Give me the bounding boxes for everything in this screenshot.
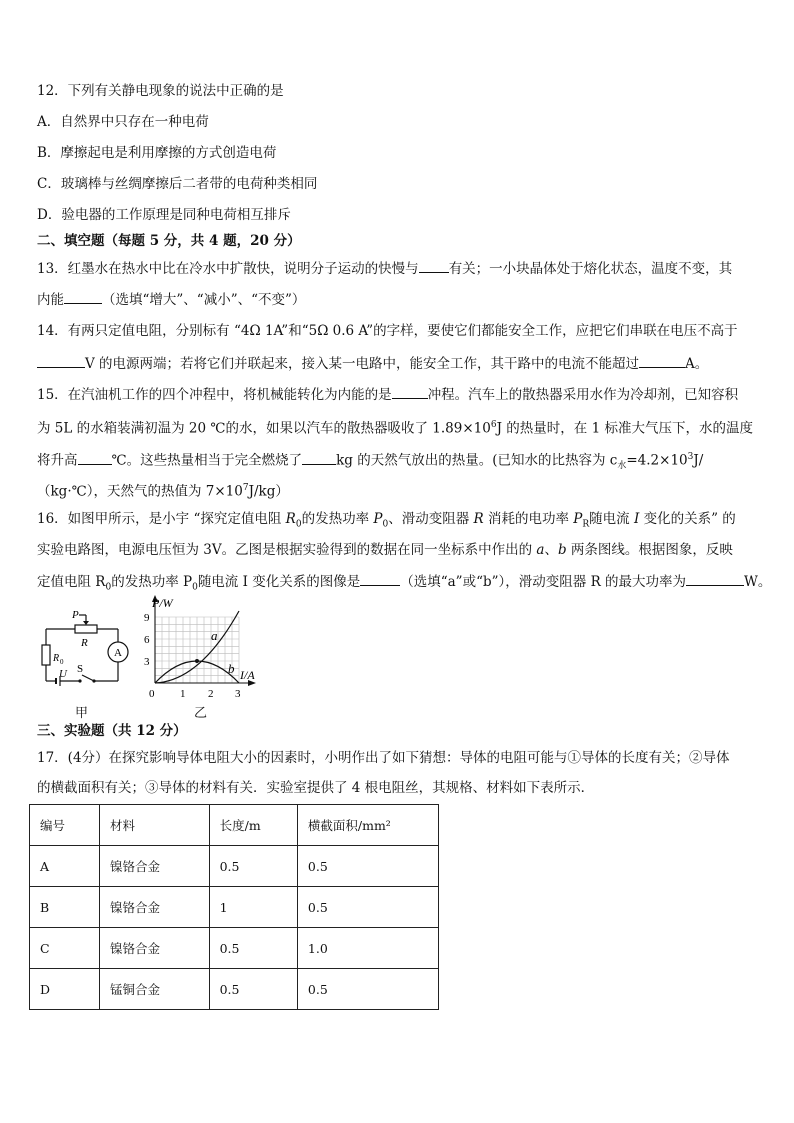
q16-var-a: a [536, 542, 545, 558]
q14-line1: 14．有两只定值电阻，分别标有 “4Ω 1A”和“5Ω 0.6 A”的字样，要使它们都能安全工作，应把它们串联在电压不高于 [37, 323, 738, 339]
q15-text-k: J/kg） [248, 483, 289, 500]
q14-text-b: A。 [685, 356, 709, 372]
q13-line1 [37, 258, 732, 279]
q15-sub-water: 水 [617, 461, 627, 472]
table-row [30, 928, 439, 969]
q15-text-b: 冲程。汽车上的散热器采用水作为冷却剂，已知容积 [427, 387, 739, 403]
q12-option-b: B．摩擦起电是利用摩擦的方式创造电荷 [37, 145, 277, 161]
q16-var-pr: P [573, 511, 583, 527]
q16-text-13: （选填“a”或“b”），滑动变阻器 R 的最大功率为 [400, 574, 687, 590]
q16-text-1: 16．如图甲所示，是小宇 “探究定值电阻 [37, 511, 286, 527]
switch-s-blade [82, 675, 94, 681]
table-cell: 0.5 [297, 969, 438, 1010]
x-tick-3: 3 [235, 688, 241, 700]
label-p: P [72, 609, 79, 621]
table-cell: 0.5 [297, 846, 438, 887]
q16-sub-2: 0 [382, 519, 389, 530]
q15-text-j: （kg·℃），天然气的热值为 7×10 [37, 483, 243, 500]
q13-line2 [37, 289, 305, 310]
q16-var-r: R [473, 511, 484, 527]
q14-blank-1[interactable] [37, 353, 85, 368]
q16-sub-4: 0 [105, 582, 112, 593]
q16-blank-1[interactable] [360, 571, 400, 586]
q16-text-5: 随电流 [589, 511, 634, 527]
x-tick-0: 0 [149, 688, 155, 700]
q12-option-d: D．验电器的工作原理是同种电荷相互排斥 [37, 207, 291, 223]
label-r0-sub: 0 [60, 658, 64, 666]
q16-text-2: 的发热功率 [301, 511, 374, 527]
graph-grid [155, 617, 239, 683]
q13-text-c: 内能 [37, 292, 64, 308]
q14-line2 [37, 353, 708, 374]
q16-text-12: 随电流 I 变化关系的图像是 [197, 574, 361, 590]
q15-line3 [37, 447, 703, 476]
q16-blank-2[interactable] [686, 571, 744, 586]
q16-text-8: 、 [544, 542, 558, 558]
q15-text-g: kg 的天然气放出的热量。(已知水的比热容为 c [336, 452, 618, 469]
q15-blank-3[interactable] [302, 450, 336, 465]
table-cell: 0.5 [297, 887, 438, 928]
table-header-cell: 横截面积/mm² [297, 805, 438, 846]
q16-text-6: 变化的关系” 的 [639, 511, 736, 527]
q15-sup-2: 3 [687, 452, 694, 462]
x-tick-2: 2 [208, 688, 214, 700]
table-header-row [30, 805, 439, 846]
q13-blank-2[interactable] [64, 289, 102, 304]
y-tick-6: 6 [144, 634, 150, 646]
figure-caption-jia: 甲 [75, 706, 89, 721]
y-tick-3: 3 [144, 656, 150, 668]
table-row [30, 846, 439, 887]
curve-a-label: a [211, 628, 218, 643]
q13-text-b: 有关；一小块晶体处于熔化状态，温度不变，其 [448, 261, 733, 277]
q15-line2 [37, 415, 753, 439]
table-row [30, 887, 439, 928]
table-cell: A [30, 846, 100, 887]
switch-contact-2 [78, 679, 81, 682]
q12-stem: 12．下列有关静电现象的说法中正确的是 [37, 83, 284, 99]
q16-sub-5: 0 [192, 582, 198, 593]
q15-text-h: =4.2×10 [626, 452, 688, 469]
table-cell: 1.0 [297, 928, 438, 969]
table-cell: C [30, 928, 100, 969]
q16-var-b: b [557, 542, 567, 558]
q15-line1 [37, 384, 738, 405]
circuit-diagram [30, 605, 130, 695]
q13-text-d: （选填“增大”、“减小”、“不变”） [102, 292, 306, 308]
q15-text-c: 为 5L 的水箱装满初温为 20 ℃的水，如果以汽车的散热器吸收了 1.89×10 [37, 420, 491, 437]
resistor-r0 [42, 645, 50, 665]
table-cell: 0.5 [209, 846, 297, 887]
table-header-cell: 编号 [30, 805, 100, 846]
section2-title: 二、填空题（每题 5 分，共 4 题，20 分） [37, 233, 301, 249]
table-cell: 镍铬合金 [100, 928, 210, 969]
q16-text-4: 消耗的电功率 [483, 511, 574, 527]
table-row [30, 969, 439, 1010]
q12-option-c: C．玻璃棒与丝绸摩擦后二者带的电荷种类相同 [37, 176, 318, 192]
resistance-wire-table [29, 804, 439, 1010]
table-header-cell: 材料 [100, 805, 210, 846]
q14-text-a: V 的电源两端；若将它们并联起来，接入某一电路中，能安全工作，其干路中的电流不能超过 [85, 356, 640, 372]
q15-text-f: ℃。这些热量相当于完全燃烧了 [111, 452, 303, 469]
q16-line2 [37, 540, 733, 560]
q16-text-7: 实验电路图，电源电压恒为 3V。乙图是根据实验得到的数据在同一坐标系中作出的 [37, 542, 537, 558]
label-r0: R [53, 653, 60, 664]
q15-blank-2[interactable] [78, 450, 112, 465]
intersection-point [195, 659, 199, 663]
q13-text-a: 13．红墨水在热水中比在冷水中扩散快，说明分子运动的快慢与 [37, 261, 419, 277]
table-header-cell: 长度/m [209, 805, 297, 846]
q17-line2: 的横截面积有关；③导体的材料有关．实验室提供了 4 根电阻丝，其规格、材料如下表所示． [37, 780, 595, 796]
y-tick-9: 9 [144, 612, 150, 624]
q16-var-p0: P [373, 511, 383, 527]
q14-blank-2[interactable] [639, 353, 685, 368]
switch-contact [92, 679, 95, 682]
q15-blank-1[interactable] [392, 384, 428, 399]
q12-option-a: A．自然界中只存在一种电荷 [37, 114, 209, 130]
table-cell: 镍铬合金 [100, 846, 210, 887]
q16-var-r0: R [285, 511, 296, 527]
x-tick-1: 1 [180, 688, 186, 700]
table-cell: B [30, 887, 100, 928]
q15-text-d: J 的热量时，在 1 标准大气压下，水的温度 [496, 420, 753, 437]
table-cell: D [30, 969, 100, 1010]
q15-text-e: 将升高 [37, 452, 78, 469]
q16-line1 [37, 509, 736, 535]
q13-blank-1[interactable] [419, 258, 449, 273]
q16-text-3: 、滑动变阻器 [388, 511, 474, 527]
q15-line4 [37, 478, 289, 502]
q16-var-i: I [633, 511, 640, 527]
table-cell: 1 [209, 887, 297, 928]
q15-text-a: 15．在汽油机工作的四个冲程中，将机械能转化为内能的是 [37, 387, 392, 403]
q16-text-9: 两条图线。根据图象，反映 [566, 542, 733, 558]
q15-sup-3: 7 [242, 483, 249, 493]
section3-title: 三、实验题（共 12 分） [37, 723, 187, 739]
table-cell: 镍铬合金 [100, 887, 210, 928]
label-s: S [77, 663, 84, 675]
pi-graph [140, 593, 280, 711]
label-r: R [81, 637, 88, 649]
q16-text-10: 定值电阻 R [37, 574, 106, 590]
label-u: U [59, 668, 67, 680]
y-axis-label: P/W [152, 596, 173, 610]
q15-sup-1: 6 [490, 420, 497, 430]
label-a: A [114, 647, 122, 659]
table-cell: 0.5 [209, 928, 297, 969]
q17-line1: 17．(4分）在探究影响导体电阻大小的因素时，小明作出了如下猜想：导体的电阻可能与①导体的长度有关；②导体 [37, 750, 730, 766]
q15-text-i: J/ [693, 452, 704, 469]
q16-text-14: W。 [744, 574, 772, 590]
rheostat-r [75, 625, 97, 633]
q16-sub-1: 0 [295, 519, 302, 530]
x-axis-label: I/A [240, 668, 255, 682]
curve-b-label: b [228, 661, 235, 676]
table-cell: 0.5 [209, 969, 297, 1010]
figure-caption-yi: 乙 [194, 706, 208, 721]
q16-text-11: 的发热功率 P [111, 574, 193, 590]
q16-sub-3: R [582, 519, 590, 530]
table-cell: 锰铜合金 [100, 969, 210, 1010]
